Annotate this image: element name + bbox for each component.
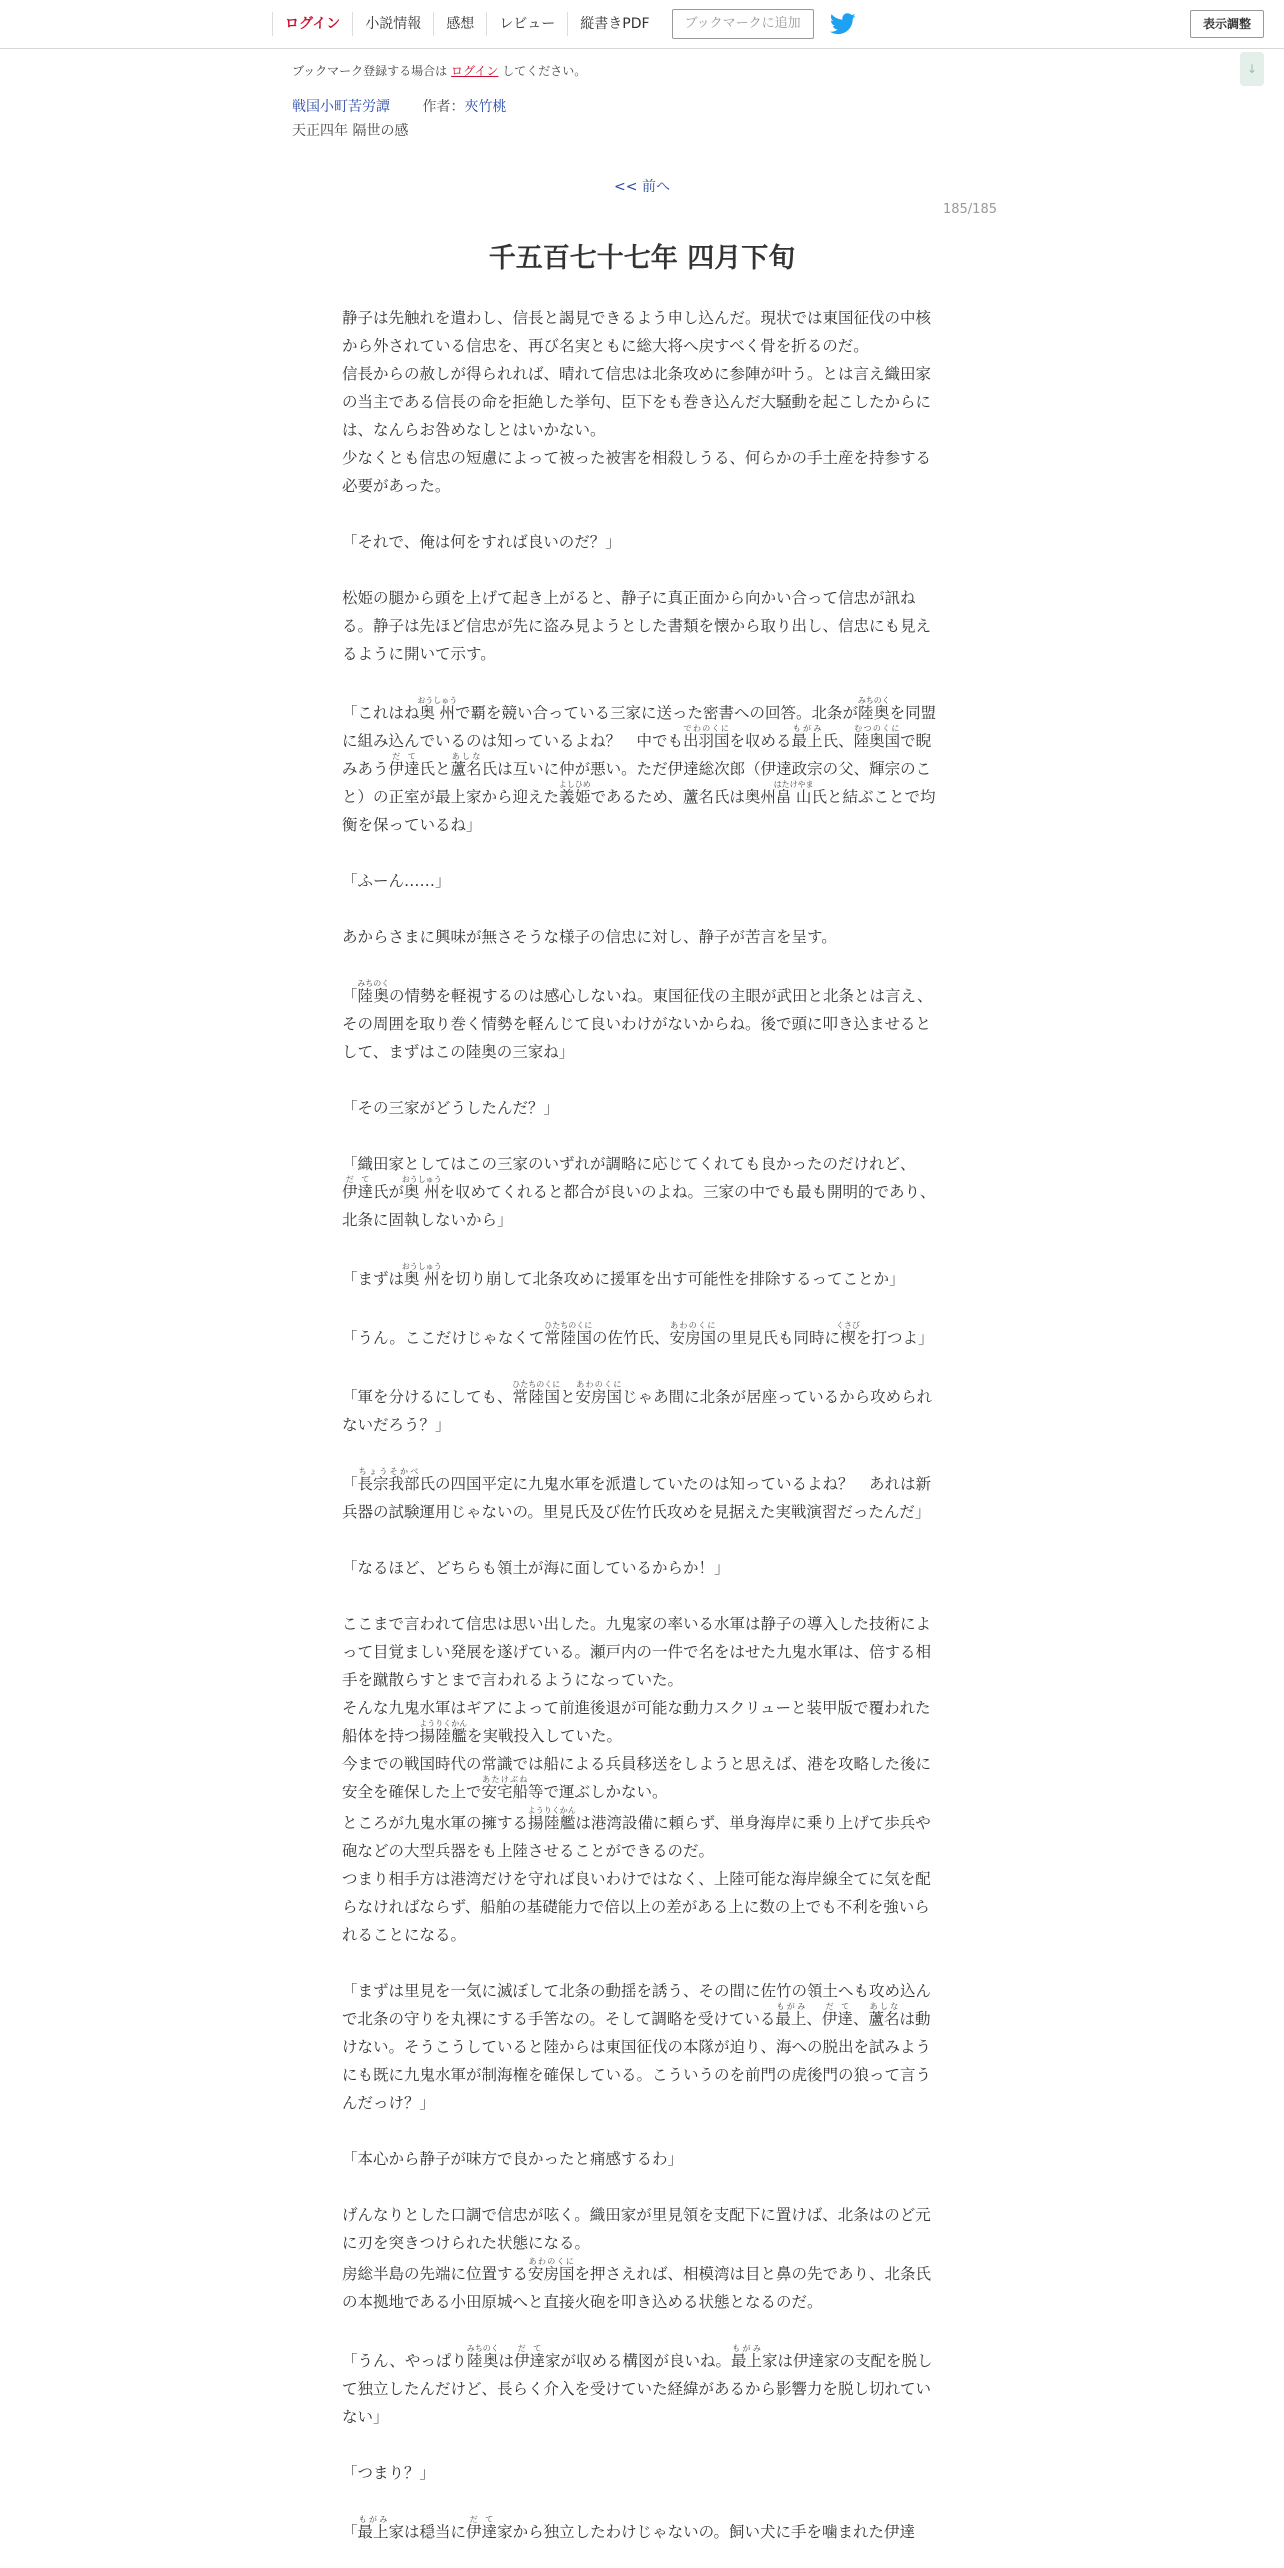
ruby-word: 長宗我部ちょうそかべ <box>357 1467 420 1493</box>
novel-paragraph: 「ふーん……」 <box>342 872 451 890</box>
novel-paragraph: 「陸奥みちのくの情勢を軽視するのは感心しないね。東国征伐の主眼が武田と北条とは言え、その周囲を取り巻く情勢を軽んじて良いわけがないからね。後で頭に叩き込ませるとして、まずはこの陸奥の三家ね」 <box>342 979 933 1061</box>
ruby-word: 楔くさび <box>836 1321 860 1347</box>
ruby-reading: ようりくかん <box>419 1719 468 1728</box>
prev-page-link[interactable]: << 前へ <box>614 179 670 195</box>
ruby-word: 伊達だて <box>388 752 420 778</box>
novel-paragraph: 信長からの赦しが得られれば、晴れて信忠は北条攻めに参陣が叶う。とは言え織田家の当主である信長の命を拒絶した挙句、臣下をも巻き込んだ大騒動を起こしたからには、なんらお咎めなしとはいかない。 <box>342 365 932 439</box>
ruby-reading: あわのくに <box>575 1380 623 1389</box>
ruby-word: 陸奥みちのく <box>357 979 390 1005</box>
ruby-word: 陸奥国むつのくに <box>853 724 901 750</box>
ruby-word: 伊達だて <box>342 1175 374 1201</box>
novel-paragraph: 「本心から静子が味方で良かったと痛感するわ」 <box>342 2150 684 2168</box>
ruby-word: 常陸国ひたちのくに <box>544 1321 593 1347</box>
ruby-reading: だて <box>466 2515 498 2524</box>
blank-line <box>342 1234 942 1262</box>
blank-line <box>342 2431 942 2459</box>
ruby-reading: ようりくかん <box>527 1806 576 1815</box>
novel-paragraph: 「織田家としてはこの三家のいずれが調略に応じてくれても良かったのだけれど、伊達だて氏が奥州おうしゅうを収めてくれると都合が良いのよね。三家の中でも最も開明的であり、北条に固執しないから」 <box>342 1155 936 1229</box>
bookmark-login-note <box>292 62 586 79</box>
novel-paragraph: 「軍を分けるにしても、常陸国ひたちのくにと安房国あわのくにじゃあ間に北条が居座っているから攻められないだろう？」 <box>342 1380 933 1434</box>
ruby-word: 揚陸艦ようりくかん <box>527 1806 576 1832</box>
blank-line <box>342 1122 942 1150</box>
ruby-reading: はたけやま <box>773 780 814 789</box>
ruby-word: 最上もがみ <box>731 2344 763 2370</box>
ruby-reading: よしひめ <box>558 780 591 789</box>
novel-paragraph: 「最上もがみ家は穏当に伊達だて家から独立したわけじゃないの。飼い犬に手を噛まれた伊達 <box>342 2515 915 2541</box>
novel-paragraph: 少なくとも信忠の短慮によって被った被害を相殺しうる、何らかの手土産を持参する必要があった。 <box>342 449 932 495</box>
ruby-reading: あわのくに <box>528 2257 575 2266</box>
ruby-word: 安房国あわのくに <box>669 1321 716 1347</box>
blank-line <box>342 1582 942 1610</box>
novel-paragraph: つまり相手方は港湾だけを守れば良いわけではなく、上陸可能な海岸線全てに気を配らなければならず、船舶の基礎能力で倍以上の差がある上に数の上でも不利を強いられることになる。 <box>342 1870 931 1944</box>
novel-paragraph: 「なるほど、どちらも領土が海に面しているからか！」 <box>342 1559 730 1577</box>
ruby-reading: むつのくに <box>853 724 901 733</box>
ruby-word: 出羽国でわのくに <box>683 724 730 750</box>
ruby-word: 伊達だて <box>821 2002 853 2028</box>
novel-paragraph: 松姫の腿から頭を上げて起き上がると、静子に真正面から向かい合って信忠が訊ねる。静子は先ほど信忠が先に盗み見ようとした書類を懐から取り出し、信忠にも見えるように開いて示す。 <box>342 589 932 663</box>
ruby-reading: だて <box>821 2002 853 2011</box>
ruby-word: 伊達だて <box>513 2344 545 2370</box>
blank-line <box>342 2316 942 2344</box>
ruby-word: 安房国あわのくに <box>528 2257 575 2283</box>
blank-line <box>342 500 942 528</box>
novel-paragraph: 「それで、俺は何をすれば良いのだ？」 <box>342 533 621 551</box>
ruby-word: 揚陸艦ようりくかん <box>419 1719 468 1745</box>
nav-login-link[interactable]: ログイン <box>272 12 352 36</box>
ruby-reading: もがみ <box>791 724 823 733</box>
page-number: 185/185 <box>942 202 997 217</box>
novel-body <box>342 304 942 2546</box>
ruby-reading: だて <box>388 752 420 761</box>
ruby-reading: ひたちのくに <box>512 1380 561 1389</box>
top-bar <box>0 0 1284 49</box>
novel-paragraph: 「長宗我部ちょうそかべ氏の四国平定に九鬼水軍を派遣していたのは知っているよね？ あれは新兵器の試験運用じゃないの。里見氏及び佐竹氏攻めを見据えた実戦演習だったんだ」 <box>342 1467 932 1521</box>
ruby-word: 最上もがみ <box>357 2515 389 2541</box>
chapter-name: 天正四年 隔世の感 <box>292 123 409 139</box>
ruby-word: 安宅船あたけぶね <box>481 1775 529 1801</box>
novel-paragraph: 「うん。ここだけじゃなくて常陸国ひたちのくにの佐竹氏、安房国あわのくにの里見氏も同時に楔くさびを打つよ」 <box>342 1321 934 1347</box>
novel-paragraph: 静子は先触れを遣わし、信長と謁見できるよう申し込んだ。現状では東国征伐の中核から外されている信忠を、再び名実ともに総大将へ戻すべく骨を折るのだ。 <box>342 309 932 355</box>
novel-paragraph: 「まずは里見を一気に滅ぼして北条の動揺を誘う、その間に佐竹の領土へも攻め込んで北条の守りを丸裸にする手筈なの。そして調略を受けている最上もがみ、伊達だて、蘆名あしなは動けない。そうこうしていると陸からは東国征伐の本隊が迫り、海への脱出を試みようにも既に九鬼水軍が制海権を確保している。こういうのを前門の虎後門の狼って言うんだっけ？」 <box>342 1982 932 2112</box>
ruby-word: 安房国あわのくに <box>575 1380 623 1406</box>
novel-paragraph: そんな九鬼水軍はギアによって前進後退が可能な動力スクリューと装甲版で覆われた船体を持つ揚陸艦ようりくかんを実戦投入していた。 <box>342 1699 931 1745</box>
blank-line <box>342 895 942 923</box>
ruby-reading: ひたちのくに <box>544 1321 593 1330</box>
ruby-reading: あしな <box>868 2002 900 2011</box>
add-bookmark-button[interactable]: ブックマークに追加 <box>672 9 814 39</box>
twitter-bird-icon[interactable] <box>830 13 856 35</box>
novel-paragraph: げんなりとした口調で信忠が呟く。織田家が里見領を支配下に置けば、北条はのど元に刃を突きつけられた状態になる。 <box>342 2206 931 2252</box>
ruby-reading: みちのく <box>857 696 890 705</box>
ruby-reading: でわのくに <box>683 724 730 733</box>
ruby-reading: もがみ <box>731 2344 762 2353</box>
novel-paragraph: あからさまに興味が無さそうな様子の信忠に対し、静子が苦言を呈す。 <box>342 928 837 946</box>
display-settings-button[interactable]: 表示調整 <box>1190 10 1264 38</box>
scroll-down-button[interactable]: ↓ <box>1240 52 1264 86</box>
blank-line <box>342 668 942 696</box>
ruby-reading: あしな <box>450 752 482 761</box>
ruby-reading: おうしゅう <box>401 1262 442 1271</box>
novel-paragraph: 房総半島の先端に位置する安房国あわのくにを押さえれば、相模湾は目と鼻の先であり、北条氏の本拠地である小田原城へと直接火砲を叩き込める状態となるのだ。 <box>342 2257 932 2311</box>
novel-paragraph: ところが九鬼水軍の擁する揚陸艦ようりくかんは港湾設備に頼らず、単身海岸に乗り上げて歩兵や砲などの大型兵器をも上陸させることができるのだ。 <box>342 1806 931 1860</box>
ruby-reading: もがみ <box>357 2515 389 2524</box>
ruby-reading: だて <box>342 1175 374 1184</box>
blank-line <box>342 1949 942 1977</box>
blank-line <box>342 2117 942 2145</box>
ruby-word: 奥州おうしゅう <box>401 1175 442 1201</box>
nav-vertical-pdf-link[interactable]: 縦書きPDF <box>567 12 661 36</box>
ruby-reading: みちのく <box>466 2344 499 2353</box>
novel-paragraph: 今までの戦国時代の常識では船による兵員移送をしようと思えば、港を攻略した後に安全を確保した上で安宅船あたけぶね等で運ぶしかない。 <box>342 1755 932 1801</box>
global-nav <box>272 0 856 48</box>
blank-line <box>342 2173 942 2201</box>
novel-paragraph: 「つまり？」 <box>342 2464 436 2482</box>
ruby-reading: くさび <box>836 1321 860 1330</box>
ruby-reading: あたけぶね <box>481 1775 529 1784</box>
blank-line <box>342 1066 942 1094</box>
ruby-word: 奥州おうしゅう <box>417 696 458 722</box>
series-info <box>292 96 506 116</box>
blank-line <box>342 556 942 584</box>
bookmark-note-text-after: してください。 <box>502 64 587 78</box>
novel-paragraph: 「その三家がどうしたんだ？」 <box>342 1099 560 1117</box>
series-title-link[interactable]: 戦国小町苦労譚 <box>292 99 390 115</box>
nav-review-link[interactable]: レビュー <box>486 12 567 36</box>
ruby-word: 常陸国ひたちのくに <box>512 1380 561 1406</box>
blank-line <box>342 839 942 867</box>
nav-impression-link[interactable]: 感想 <box>433 12 486 36</box>
author-label: 作者： <box>422 99 465 115</box>
ruby-reading: あわのくに <box>669 1321 716 1330</box>
ruby-word: 義姫よしひめ <box>558 780 591 806</box>
novel-paragraph: 「うん、やっぱり陸奥みちのくは伊達だて家が収める構図が良いね。最上もがみ家は伊達家の支配を脱して独立したんだけど、長らく介入を受けていた経緯があるから影響力を脱し切れていない」 <box>342 2344 933 2426</box>
ruby-word: 最上もがみ <box>775 2002 807 2028</box>
ruby-word: 陸奥みちのく <box>466 2344 499 2370</box>
bookmark-login-link[interactable]: ログイン <box>451 64 499 78</box>
blank-line <box>342 1526 942 1554</box>
ruby-word: 奥州おうしゅう <box>401 1262 442 1288</box>
ruby-word: 伊達だて <box>466 2515 498 2541</box>
blank-line <box>342 1439 942 1467</box>
novel-paragraph: ここまで言われて信忠は思い出した。九鬼家の率いる水軍は静子の導入した技術によって目覚ましい発展を遂げている。瀬戸内の一件で名をはせた九鬼水軍は、倍する相手を蹴散らすとまで言われるようになっていた。 <box>342 1615 932 1689</box>
ruby-word: 蘆名あしな <box>450 752 482 778</box>
ruby-reading: おうしゅう <box>417 696 458 705</box>
blank-line <box>342 1352 942 1380</box>
ruby-word: 陸奥みちのく <box>857 696 890 722</box>
ruby-reading: ちょうそかべ <box>357 1467 420 1476</box>
ruby-word: 最上もがみ <box>791 724 823 750</box>
episode-title: 千五百七十七年 四月下旬 <box>488 243 796 274</box>
ruby-reading: おうしゅう <box>401 1175 442 1184</box>
novel-paragraph: 「これはね奥州おうしゅうで覇を競い合っている三家に送った密書への回答。北条が陸奥みちのくを同盟に組み込んでいるのは知っているよね？ 中でも出羽国でわのくにを収める最上もがみ氏、陸奥国むつのくにで睨みあう伊達だて氏と蘆名あしな氏は互いに仲が悪い。ただ伊達総次郎（伊達政宗の父、輝宗のこと）の正室が最上家から迎えた義姫よしひめであるため、蘆名氏は奥州畠山はたけやま氏と結ぶことで均衡を保っているね」 <box>342 696 937 834</box>
nav-novel-info-link[interactable]: 小説情報 <box>352 12 433 36</box>
ruby-reading: だて <box>513 2344 545 2353</box>
ruby-reading: もがみ <box>775 2002 807 2011</box>
ruby-word: 蘆名あしな <box>868 2002 900 2028</box>
author-link[interactable]: 夾竹桃 <box>464 99 507 115</box>
blank-line <box>342 2487 942 2515</box>
novel-paragraph: 「まずは奥州おうしゅうを切り崩して北条攻めに援軍を出す可能性を排除するってことか」 <box>342 1262 905 1288</box>
ruby-reading: みちのく <box>357 979 390 988</box>
bookmark-note-text-before: ブックマーク登録する場合は <box>292 64 448 78</box>
ruby-word: 畠山はたけやま <box>773 780 814 806</box>
blank-line <box>342 951 942 979</box>
blank-line <box>342 1293 942 1321</box>
